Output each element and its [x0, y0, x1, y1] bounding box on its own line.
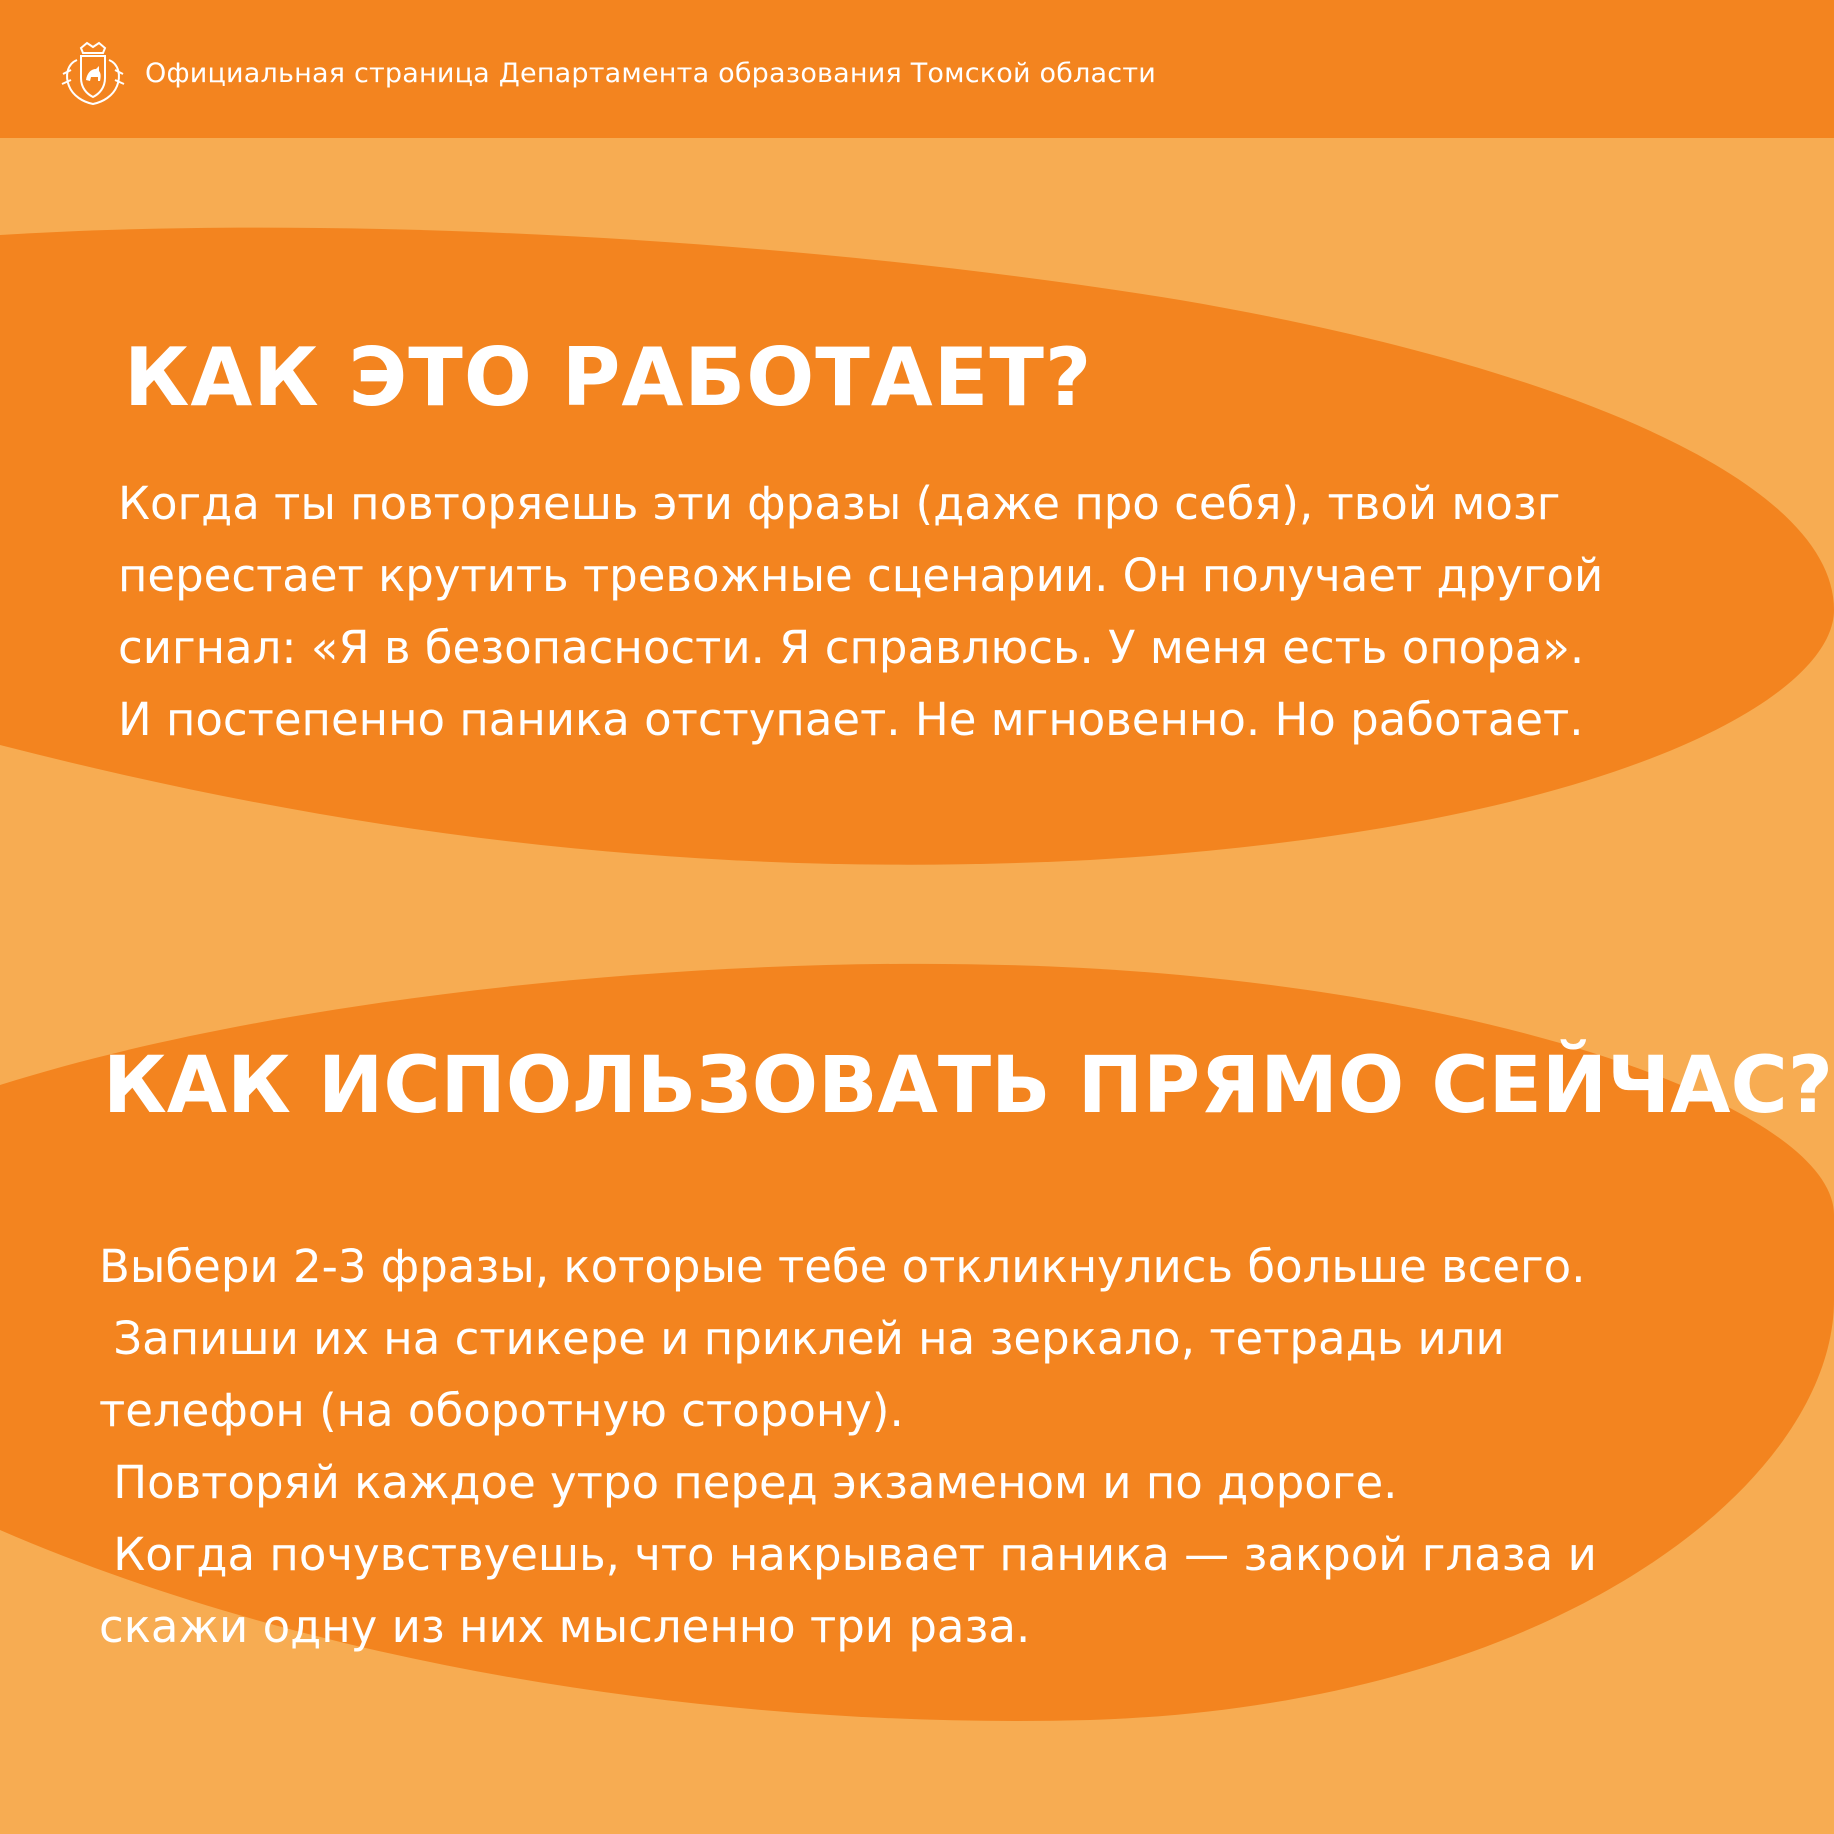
text-line: перестает крутить тревожные сценарии. Он получает другой [118, 549, 1604, 602]
text-line: Когда ты повторяешь эти фразы (даже про себя), твой мозг [118, 477, 1561, 530]
section-heading-how-it-works: КАК ЭТО РАБОТАЕТ? [124, 331, 1093, 424]
tomsk-region-coat-of-arms-icon [57, 40, 129, 110]
header-title: Официальная страница Департамента образования Томской области [145, 58, 1157, 89]
text-line: Запиши их на стикере и приклей на зеркало, тетрадь или [99, 1312, 1505, 1365]
text-line: Когда почувствуешь, что накрывает паника — закрой глаза и [99, 1528, 1597, 1581]
section-body-how-to-use-now [99, 1231, 1597, 1663]
text-line: скажи одну из них мысленно три раза. [99, 1600, 1031, 1653]
text-line: Повторяй каждое утро перед экзаменом и по дороге. [99, 1456, 1398, 1509]
text-line: телефон (на оборотную сторону). [99, 1384, 904, 1437]
text-line: сигнал: «Я в безопасности. Я справлюсь. У меня есть опора». [118, 621, 1585, 674]
section-body-how-it-works [118, 468, 1603, 756]
section-heading-how-to-use-now: КАК ИСПОЛЬЗОВАТЬ ПРЯМО СЕЙЧАС? [103, 1041, 1834, 1131]
text-line: И постепенно паника отступает. Не мгновенно. Но работает. [118, 693, 1584, 746]
text-line: Выбери 2-3 фразы, которые тебе откликнулись больше всего. [99, 1240, 1586, 1293]
